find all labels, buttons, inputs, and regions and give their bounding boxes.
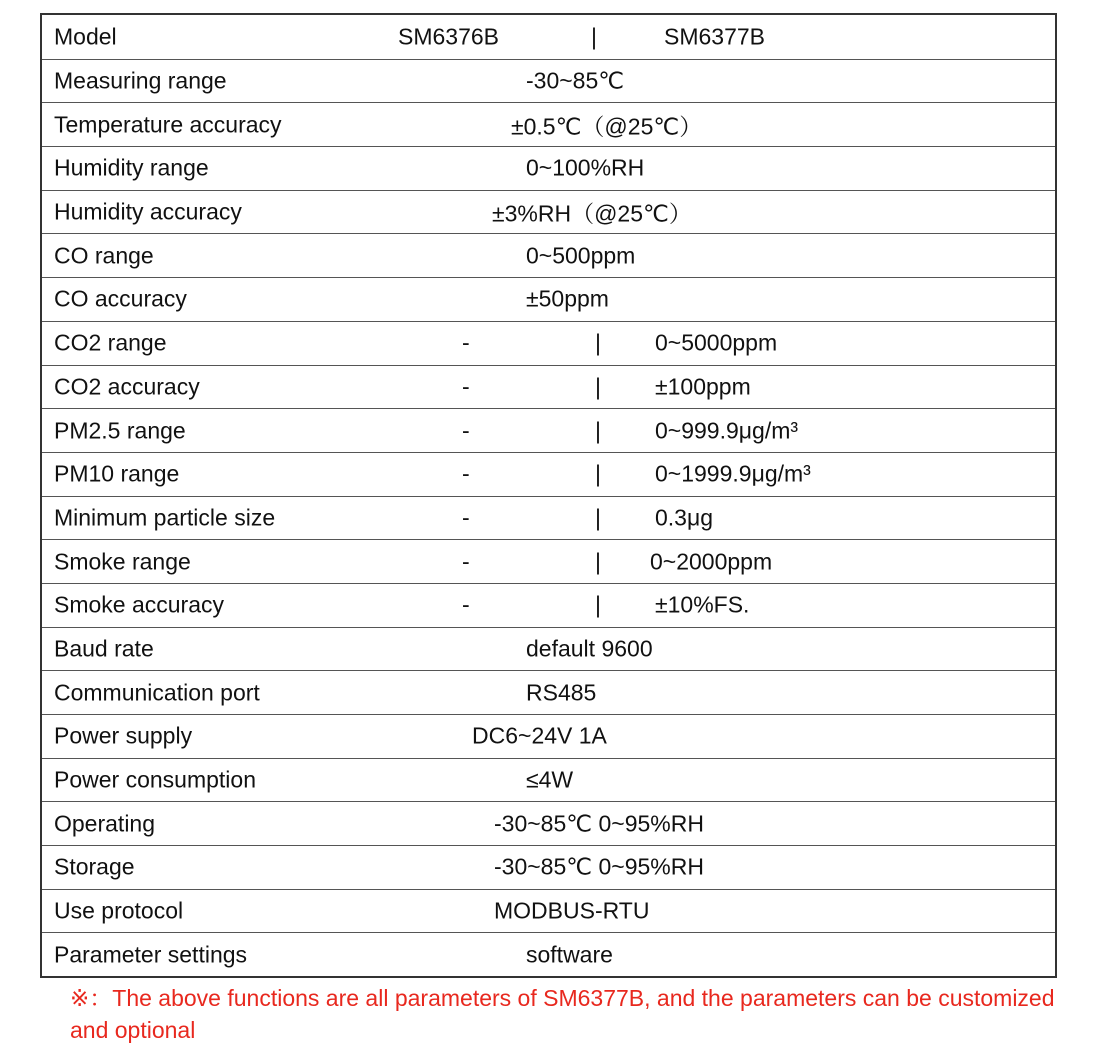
row-co2-range <box>42 321 1055 365</box>
row-label: Humidity range <box>54 154 209 181</box>
row-co-range <box>42 233 1055 277</box>
row-label: Power consumption <box>54 766 256 793</box>
row-smoke-accuracy <box>42 583 1055 627</box>
row-label: Model <box>54 23 117 50</box>
column-separator: | <box>595 417 601 444</box>
row-model <box>42 15 1055 59</box>
row-operating <box>42 801 1055 845</box>
column-separator: | <box>595 460 601 487</box>
row-power-consumption <box>42 758 1055 802</box>
column-separator: | <box>591 23 597 50</box>
row-label: Baud rate <box>54 635 154 662</box>
row-value: -30~85℃ <box>526 67 625 94</box>
value-a: - <box>462 504 470 531</box>
value-b: ±100ppm <box>655 373 751 400</box>
row-label: Operating <box>54 810 156 837</box>
value-a: - <box>462 373 470 400</box>
row-label: Humidity accuracy <box>54 198 242 225</box>
row-co2-accuracy <box>42 365 1055 409</box>
column-separator: | <box>595 373 601 400</box>
value-b: 0.3μg <box>655 504 714 531</box>
row-label: PM10 range <box>54 460 180 487</box>
value-b: 0~2000ppm <box>650 548 773 575</box>
row-parameter-settings <box>42 932 1055 976</box>
row-value: 0~100%RH <box>526 154 645 181</box>
row-smoke-range <box>42 539 1055 583</box>
row-value: software <box>526 941 613 968</box>
value-b: ±10%FS. <box>655 591 750 618</box>
value-b: 0~1999.9μg/m³ <box>655 460 811 487</box>
row-label: PM2.5 range <box>54 417 186 444</box>
row-baud-rate <box>42 627 1055 671</box>
value-a: - <box>462 329 470 356</box>
row-label: Use protocol <box>54 897 184 924</box>
row-value: -30~85℃ 0~95%RH <box>494 810 704 837</box>
row-value: -30~85℃ 0~95%RH <box>494 853 704 880</box>
row-label: Storage <box>54 853 135 880</box>
row-label: Temperature accuracy <box>54 111 282 138</box>
row-value: ≤4W <box>526 766 574 793</box>
row-label: Smoke range <box>54 548 191 575</box>
row-value: default 9600 <box>526 635 653 662</box>
column-separator: | <box>595 548 601 575</box>
row-pm25-range <box>42 408 1055 452</box>
value-a: - <box>462 417 470 444</box>
row-value: DC6~24V 1A <box>472 722 607 749</box>
row-label: CO2 range <box>54 329 167 356</box>
row-label: CO2 accuracy <box>54 373 200 400</box>
row-value: RS485 <box>526 679 597 706</box>
value-b: 0~999.9μg/m³ <box>655 417 799 444</box>
row-label: Minimum particle size <box>54 504 276 531</box>
value-a: - <box>462 548 470 575</box>
row-label: Measuring range <box>54 67 227 94</box>
row-value: ±3%RH（@25℃） <box>492 200 692 227</box>
row-label: Power supply <box>54 722 193 749</box>
row-value: ±0.5℃（@25℃） <box>511 113 703 140</box>
row-storage <box>42 845 1055 889</box>
row-humidity-accuracy <box>42 190 1055 234</box>
row-temperature-accuracy <box>42 102 1055 146</box>
row-humidity-range <box>42 146 1055 190</box>
row-label: Smoke accuracy <box>54 591 225 618</box>
row-pm10-range <box>42 452 1055 496</box>
footnote: ※：The above functions are all parameters of SM6377B, and the parameters can be customized and optional <box>70 985 1055 1043</box>
value-a: - <box>462 591 470 618</box>
row-use-protocol <box>42 889 1055 933</box>
row-value: 0~500ppm <box>526 242 636 269</box>
row-label: Parameter settings <box>54 941 248 968</box>
row-communication-port <box>42 670 1055 714</box>
row-label: Communication port <box>54 679 260 706</box>
row-co-accuracy <box>42 277 1055 321</box>
model-a: SM6376B <box>398 23 500 50</box>
column-separator: | <box>595 504 601 531</box>
spec-table <box>40 13 1057 978</box>
column-separator: | <box>595 591 601 618</box>
model-b: SM6377B <box>664 23 766 50</box>
value-b: 0~5000ppm <box>655 329 778 356</box>
row-measuring-range <box>42 59 1055 103</box>
row-label: CO accuracy <box>54 285 187 312</box>
row-power-supply <box>42 714 1055 758</box>
value-a: - <box>462 460 470 487</box>
row-label: CO range <box>54 242 154 269</box>
row-value: ±50ppm <box>526 285 609 312</box>
row-value: MODBUS-RTU <box>494 897 650 924</box>
column-separator: | <box>595 329 601 356</box>
row-min-particle-size <box>42 496 1055 540</box>
